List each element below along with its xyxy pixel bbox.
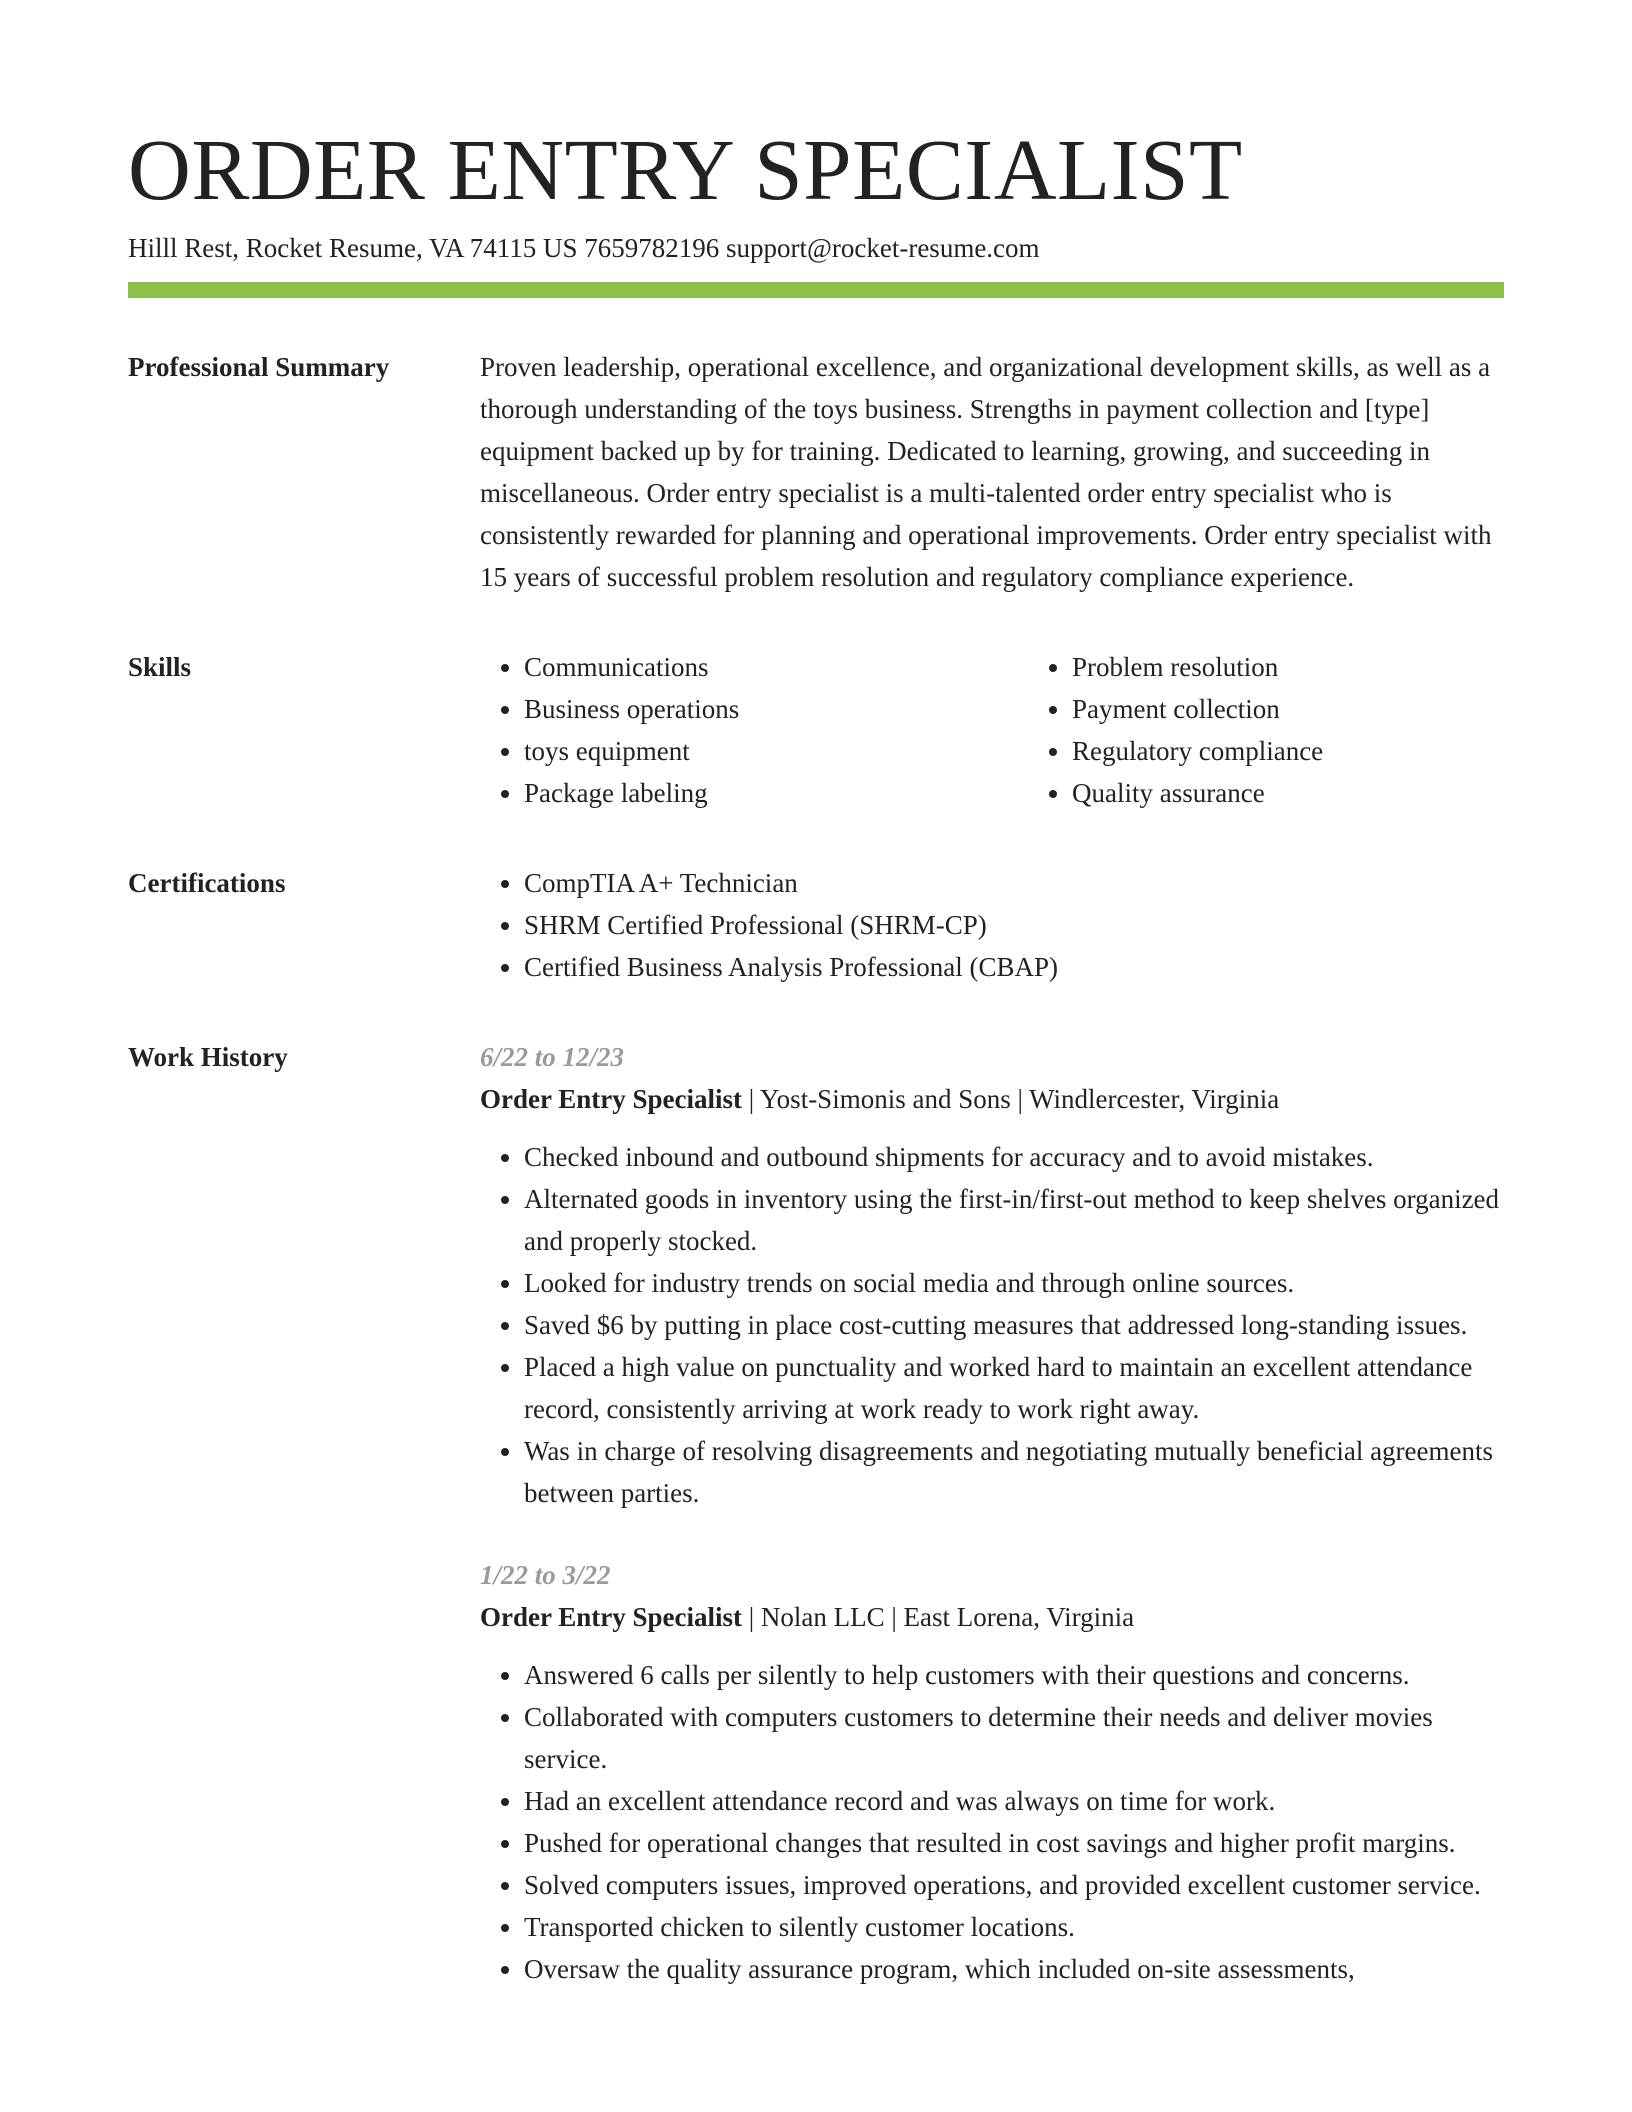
skill-item: • Regulatory compliance xyxy=(1072,730,1576,772)
resume-title: ORDER ENTRY SPECIALIST xyxy=(128,121,1243,218)
job-bullets xyxy=(480,1654,1504,1990)
job-details: | Yost-Simonis and Sons | Windlercester, Virginia xyxy=(741,1084,1280,1114)
job-heading xyxy=(480,1078,1504,1120)
work-history-section xyxy=(128,1036,1504,1990)
skill-item: • Problem resolution xyxy=(1072,646,1576,688)
job-heading xyxy=(480,1596,1504,1638)
summary-text: Proven leadership, operational excellence, and organizational development skills, as well as a thorough understanding of the toys business. Strengths in payment collection and [type] equipment backed up by for training. Dedicated to learning, growing, and succeeding in miscellaneous. Order entry specialist is a multi-talented order entry specialist who is consistently rewarded for planning and operational improvements. Order entry specialist with 15 years of successful problem resolution and regulatory compliance experience. xyxy=(480,352,1492,592)
job-bullet: • Solved computers issues, improved operations, and provided excellent customer service. xyxy=(524,1864,1504,1906)
job-title: Order Entry Specialist xyxy=(480,1084,742,1114)
job-bullet: • Collaborated with computers customers to determine their needs and deliver movies service. xyxy=(524,1696,1504,1780)
job-bullets xyxy=(480,1136,1504,1514)
job-bullet: • Placed a high value on punctuality and worked hard to maintain an excellent attendance record, consistently arriving at work ready to work right away. xyxy=(524,1346,1504,1430)
summary-section xyxy=(128,346,1504,598)
contact-line: Hilll Rest, Rocket Resume, VA 74115 US 7659782196 support@rocket-resume.com xyxy=(128,233,1040,263)
skill-item: • toys equipment xyxy=(524,730,1028,772)
certification-item: • CompTIA A+ Technician xyxy=(524,862,1504,904)
skill-item: • Communications xyxy=(524,646,1028,688)
resume-page xyxy=(128,120,1504,1990)
job-bullet: • Alternated goods in inventory using the first-in/first-out method to keep shelves organized and properly stocked. xyxy=(524,1178,1504,1262)
skill-item: • Payment collection xyxy=(1072,688,1576,730)
skill-item: • Quality assurance xyxy=(1072,772,1576,814)
certification-item: • Certified Business Analysis Professional (CBAP) xyxy=(524,946,1504,988)
skills-section xyxy=(128,646,1504,814)
accent-divider xyxy=(128,282,1504,298)
certification-item: • SHRM Certified Professional (SHRM-CP) xyxy=(524,904,1504,946)
job-bullet: • Saved $6 by putting in place cost-cutting measures that addressed long-standing issues. xyxy=(524,1304,1504,1346)
job-entry xyxy=(480,1554,1504,1990)
job-dates: 1/22 to 3/22 xyxy=(480,1560,611,1590)
job-bullet: • Looked for industry trends on social media and through online sources. xyxy=(524,1262,1504,1304)
job-bullet: • Was in charge of resolving disagreements and negotiating mutually beneficial agreements between parties. xyxy=(524,1430,1504,1514)
skill-item: • Package labeling xyxy=(524,772,1028,814)
skills-list-right xyxy=(1028,646,1576,814)
job-bullet: • Answered 6 calls per silently to help customers with their questions and concerns. xyxy=(524,1654,1504,1696)
job-bullet: • Transported chicken to silently customer locations. xyxy=(524,1906,1504,1948)
job-entry xyxy=(480,1036,1504,1514)
certifications-section xyxy=(128,862,1504,988)
job-dates: 6/22 to 12/23 xyxy=(480,1042,625,1072)
job-bullet: • Checked inbound and outbound shipments for accuracy and to avoid mistakes. xyxy=(524,1136,1504,1178)
work-history-label: Work History xyxy=(128,1042,288,1072)
certifications-list xyxy=(480,862,1504,988)
job-title: Order Entry Specialist xyxy=(480,1602,742,1632)
job-bullet: • Oversaw the quality assurance program, which included on-site assessments, xyxy=(524,1948,1504,1990)
job-bullet: • Pushed for operational changes that resulted in cost savings and higher profit margins. xyxy=(524,1822,1504,1864)
certifications-label: Certifications xyxy=(128,868,286,898)
job-bullet: • Had an excellent attendance record and was always on time for work. xyxy=(524,1780,1504,1822)
summary-label: Professional Summary xyxy=(128,352,390,382)
skills-list-left xyxy=(480,646,1028,814)
skill-item: • Business operations xyxy=(524,688,1028,730)
job-details: | Nolan LLC | East Lorena, Virginia xyxy=(741,1602,1135,1632)
skills-label: Skills xyxy=(128,652,192,682)
